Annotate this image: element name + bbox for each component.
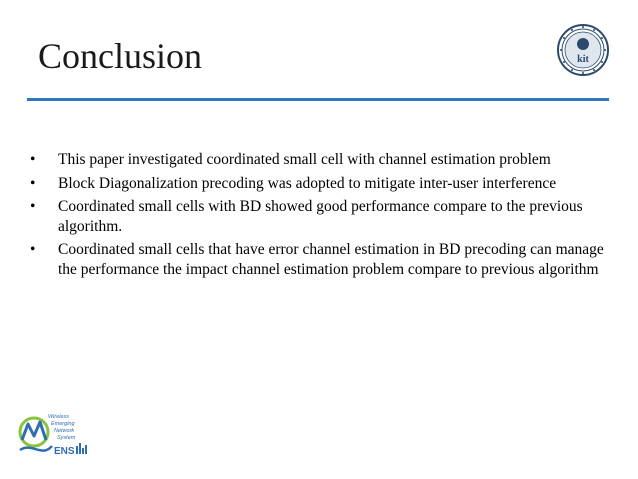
bullet-marker: • xyxy=(30,241,36,258)
bullet-marker: • xyxy=(30,151,36,168)
title-divider xyxy=(27,98,609,101)
bullet-item xyxy=(30,174,610,194)
slide-title: Conclusion xyxy=(38,36,203,76)
bullet-item xyxy=(30,150,610,170)
bullet-text: Coordinated small cells that have error channel estimation in BD precoding can manage the performance the impact channel estimation problem compare to previous algorithm xyxy=(58,241,604,278)
bullet-text: Coordinated small cells with BD showed good performance compare to the previous algorithm. xyxy=(58,198,583,235)
lab-acronym: ENS xyxy=(54,446,75,457)
seal-label: kit xyxy=(577,54,589,65)
bullet-text: This paper investigated coordinated small cell with channel estimation problem xyxy=(58,151,551,168)
bullet-marker: • xyxy=(30,198,36,215)
lab-name-line: Wireless xyxy=(48,414,70,420)
bullet-list xyxy=(30,150,610,283)
lab-name-line: System xyxy=(57,435,76,441)
lab-logo-icon xyxy=(18,406,90,462)
bullet-marker: • xyxy=(30,174,36,192)
bullet-item xyxy=(30,240,610,279)
bullet-item xyxy=(30,197,610,236)
university-seal-icon xyxy=(556,22,610,78)
lab-name-line: Network xyxy=(54,428,75,434)
lab-name-line: Emerging xyxy=(51,421,75,427)
bullet-text: Block Diagonalization precoding was adopted to mitigate inter-user interference xyxy=(58,174,557,192)
